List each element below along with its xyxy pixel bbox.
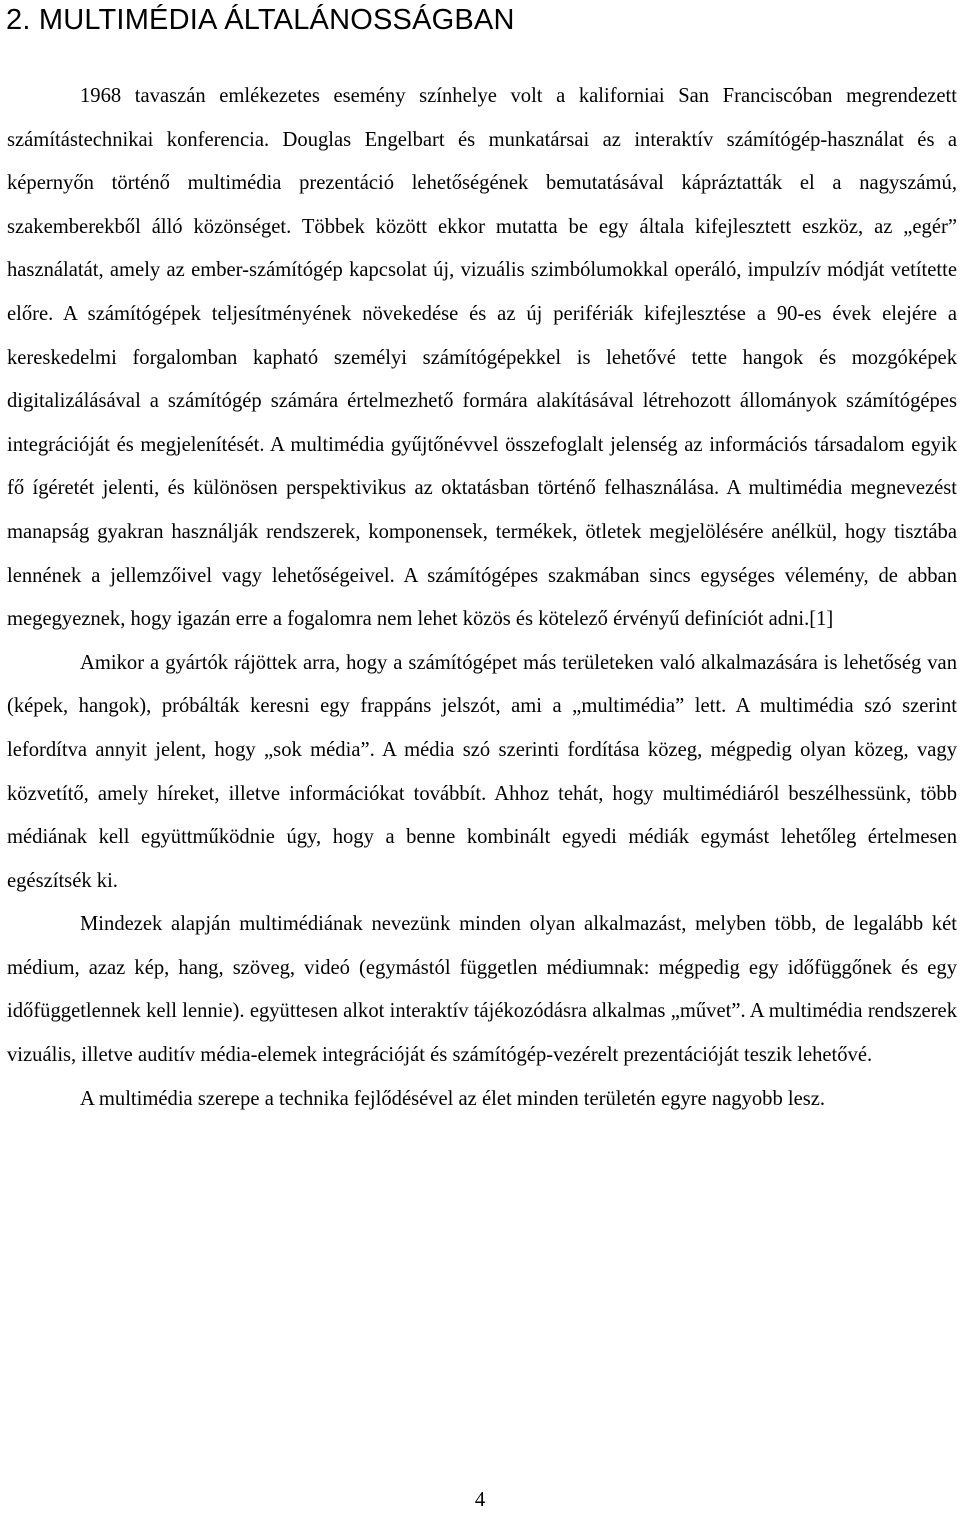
page-number: 4	[474, 1489, 486, 1511]
paragraph-3: Mindezek alapján multimédiának nevezünk minden olyan alkalmazást, melyben több, de legalább két médium, azaz kép, hang, szöveg, videó (egymástól független médiumnak: mégpedig egy időfüggőnek és egy időfüggetlennek kell lennie). együttesen alkot interaktív tájékozódásra alkalmas „művet”. A multimédia rendszerek vizuális, illetve auditív média-elemek integrációját és számítógép-vezérelt prezentációját teszik lehetővé.	[7, 913, 957, 1067]
paragraph-1: 1968 tavaszán emlékezetes esemény színhelye volt a kaliforniai San Franciscóban megrendezett számítástechnikai konferencia. Douglas Engelbart és munkatársai az interaktív számítógép-használat és a képernyőn történő multimédia prezentáció lehetőségének bemutatásával kápráztatták el a nagyszámú, szakemberekből álló közönséget. Többek között ekkor mutatta be egy általa kifejlesztett eszköz, az „egér” használatát, amely az ember-számítógép kapcsolat új, vizuális szimbólumokkal operáló, impulzív módját vetítette előre. A számítógépek teljesítményének növekedése és az új perifériák kifejlesztése a 90-es évek elejére a kereskedelmi forgalomban kapható személyi számítógépekkel is lehetővé tette hangok és mozgóképek digitalizálásával a számítógép számára értelmezhető formára alakításával létrehozott állományok számítógépes integrációját és megjelenítését. A multimédia gyűjtőnévvel összefoglalt jelenség az információs társadalom egyik fő ígéretét jelenti, és különösen perspektivikus az oktatásban történő felhasználása. A multimédia megnevezést manapság gyakran használják rendszerek, komponensek, termékek, ötletek megjelölésére anélkül, hogy tisztába lennének a jellemzőivel vagy lehetőségeivel. A számítógépes szakmában sincs egységes vélemény, de abban megegyeznek, hogy igazán erre a fogalomra nem lehet közös és kötelező érvényű definíciót adni.[1]	[7, 85, 957, 631]
body-text	[7, 75, 957, 1121]
paragraph-2: Amikor a gyártók rájöttek arra, hogy a számítógépet más területeken való alkalmazására is lehetőség van (képek, hangok), próbálták keresni egy frappáns jelszót, ami a „multimédia” lett. A multimédia szó szerint lefordítva annyit jelent, hogy „sok média”. A média szó szerinti fordítása közeg, mégpedig olyan közeg, vagy közvetítő, amely híreket, illetve információkat továbbít. Ahhoz tehát, hogy multimédiáról beszélhessünk, több médiának kell együttműködnie úgy, hogy a benne kombinált egyedi médiák egymást lehetőleg értelmesen egészítsék ki.	[7, 651, 957, 892]
paragraph-4: A multimédia szerepe a technika fejlődésével az élet minden területén egyre nagyobb lesz.	[80, 1087, 826, 1110]
section-heading: 2. MULTIMÉDIA ÁLTALÁNOSSÁGBAN	[6, 4, 515, 36]
